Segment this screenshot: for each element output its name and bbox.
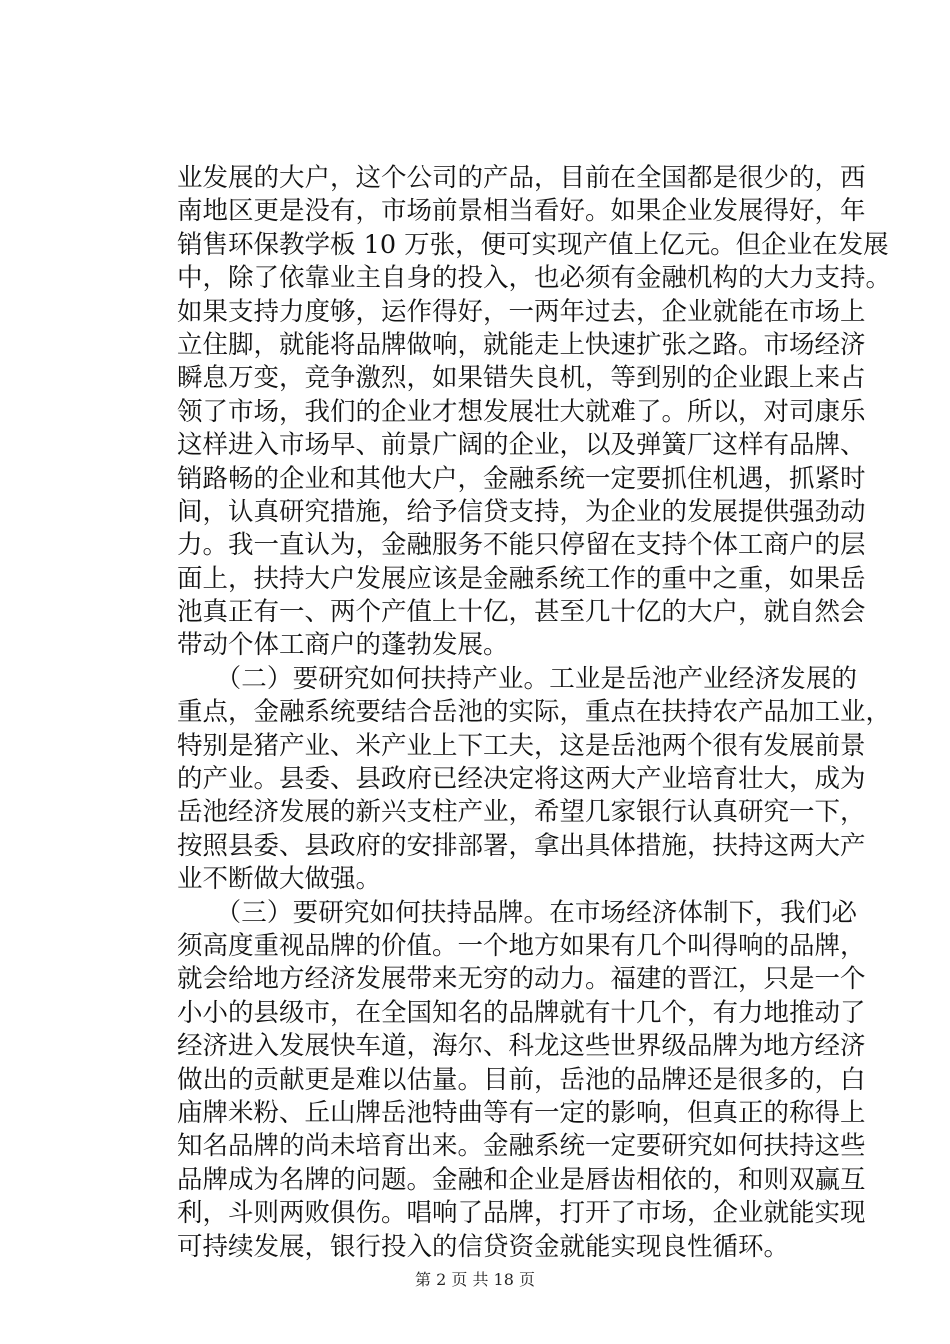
text-line: 经济进入发展快车道，海尔、科龙这些世界级品牌为地方经济 xyxy=(177,1031,866,1062)
text-line: 小小的县级市，在全国知名的品牌就有十几个，有力地推动了 xyxy=(177,997,866,1028)
text-line: 岳池经济发展的新兴支柱产业，希望几家银行认真研究一下， xyxy=(177,797,866,828)
text-line: 销售环保教学板 10 万张，便可实现产值上亿元。但企业在发展 xyxy=(177,229,889,260)
text-line: 特别是猪产业、米产业上下工夫，这是岳池两个很有发展前景 xyxy=(177,730,866,761)
text-line: 领了市场，我们的企业才想发展壮大就难了。所以，对司康乐 xyxy=(177,396,866,427)
paragraph xyxy=(177,897,866,1264)
text-line: 可持续发展，银行投入的信贷资金就能实现良性循环。 xyxy=(177,1231,790,1262)
text-line: 中，除了依靠业主自身的投入，也必须有金融机构的大力支持。 xyxy=(177,263,892,294)
paragraph xyxy=(177,162,892,663)
text-line: 池真正有一、两个产值上十亿，甚至几十亿的大户，就自然会 xyxy=(177,597,866,628)
text-line: 间，认真研究措施，给予信贷支持，为企业的发展提供强劲动 xyxy=(177,496,866,527)
text-line: 就会给地方经济发展带来无穷的动力。福建的晋江，只是一个 xyxy=(177,964,866,995)
document-body xyxy=(177,162,892,1264)
text-line: 立住脚，就能将品牌做响，就能走上快速扩张之路。市场经济 xyxy=(177,329,866,360)
text-line: 重点，金融系统要结合岳池的实际，重点在扶持农产品加工业， xyxy=(177,697,892,728)
text-line: 按照县委、县政府的安排部署，拿出具体措施，扶持这两大产 xyxy=(177,830,866,861)
text-line: 品牌成为名牌的问题。金融和企业是唇齿相依的，和则双赢互 xyxy=(177,1164,866,1195)
text-line: 业不断做大做强。 xyxy=(177,864,382,895)
text-line: 瞬息万变，竞争激烈，如果错失良机，等到别的企业跟上来占 xyxy=(177,363,866,394)
text-line: 这样进入市场早、前景广阔的企业，以及弹簧厂这样有品牌、 xyxy=(177,430,866,461)
text-line: 力。我一直认为，金融服务不能只停留在支持个体工商户的层 xyxy=(177,530,866,561)
text-line: 庙牌米粉、丘山牌岳池特曲等有一定的影响，但真正的称得上 xyxy=(177,1097,866,1128)
text-line: 销路畅的企业和其他大户，金融系统一定要抓住机遇，抓紧时 xyxy=(177,463,866,494)
paragraph xyxy=(177,663,892,897)
text-line: （三）要研究如何扶持品牌。在市场经济体制下，我们必 xyxy=(177,897,857,928)
text-line: 南地区更是没有，市场前景相当看好。如果企业发展得好，年 xyxy=(177,196,866,227)
text-line: 利，斗则两败俱伤。唱响了品牌，打开了市场，企业就能实现 xyxy=(177,1198,866,1229)
text-line: 如果支持力度够，运作得好，一两年过去，企业就能在市场上 xyxy=(177,296,866,327)
text-line: 业发展的大户，这个公司的产品，目前在全国都是很少的，西 xyxy=(177,163,866,193)
text-line: 须高度重视品牌的价值。一个地方如果有几个叫得响的品牌， xyxy=(177,930,866,961)
page-footer: 第 2 页 共 18 页 xyxy=(415,1270,535,1289)
text-line: 带动个体工商户的蓬勃发展。 xyxy=(177,630,509,661)
text-line: 知名品牌的尚未培育出来。金融系统一定要研究如何扶持这些 xyxy=(177,1131,866,1162)
text-line: 面上，扶持大户发展应该是金融系统工作的重中之重，如果岳 xyxy=(177,563,866,594)
text-line: （二）要研究如何扶持产业。工业是岳池产业经济发展的 xyxy=(177,663,857,694)
text-line: 的产业。县委、县政府已经决定将这两大产业培育壮大，成为 xyxy=(177,764,866,795)
text-line: 做出的贡献更是难以估量。目前，岳池的品牌还是很多的，白 xyxy=(177,1064,866,1095)
